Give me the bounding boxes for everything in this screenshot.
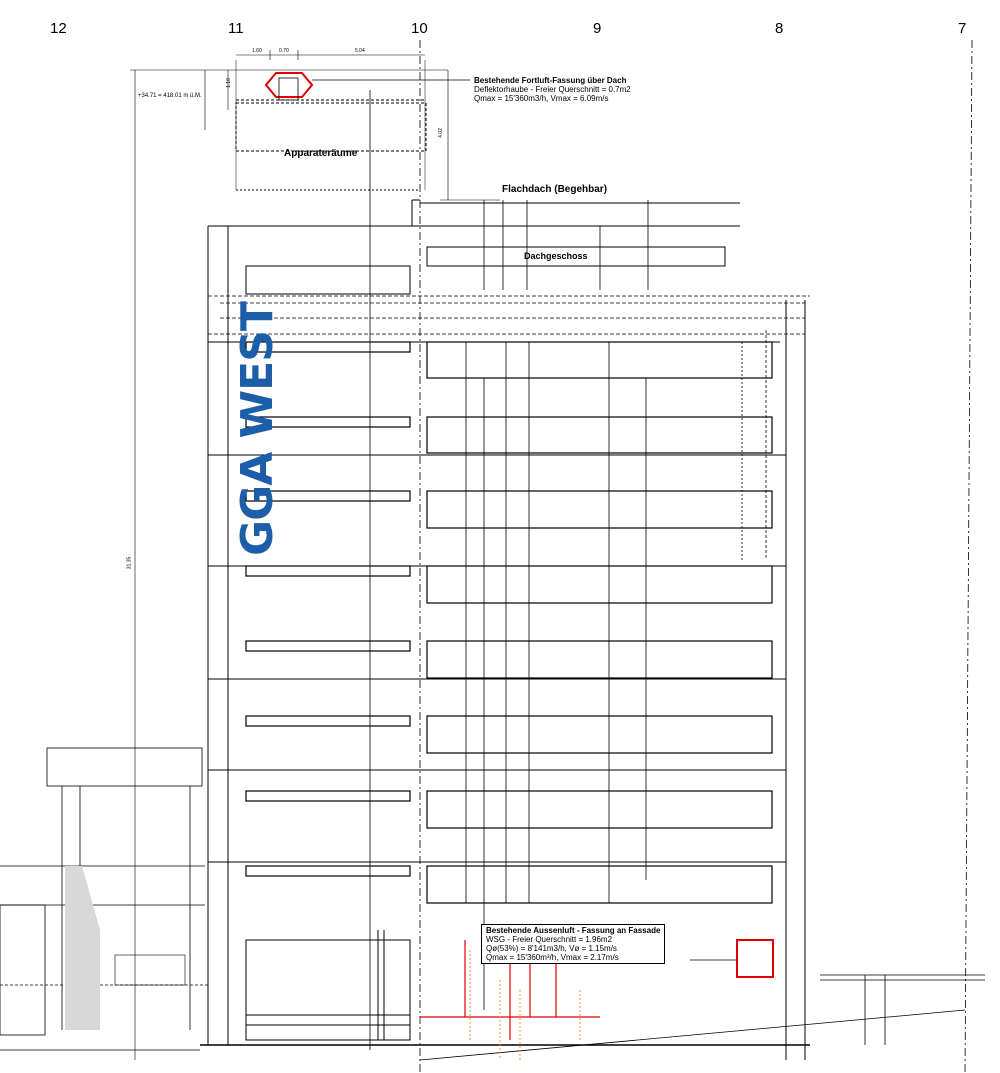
slab-band bbox=[208, 296, 810, 334]
canopy-shade bbox=[65, 866, 100, 1030]
dim-2: 0.70 bbox=[279, 48, 289, 54]
grid-axis-7: 7 bbox=[958, 20, 967, 37]
grid-axis-10: 10 bbox=[411, 20, 428, 37]
neighbour-building bbox=[820, 975, 985, 1045]
apparate-roof bbox=[236, 60, 426, 190]
exhaust-hood-marker bbox=[266, 73, 312, 97]
level-note: +34.71 = 418.01 m ü.M. bbox=[138, 93, 202, 99]
dim-side: 1.18 bbox=[225, 78, 232, 88]
intake-note-line3: Qmax = 15'360m³/h, Vmax = 2.17m/s bbox=[486, 953, 619, 962]
grid-axis-12: 12 bbox=[50, 20, 67, 37]
dimension-top bbox=[130, 50, 500, 1060]
dim-3: 5.04 bbox=[355, 48, 365, 54]
exhaust-note-line2: Qmax = 15'360m3/h, Vmax = 6.09m/s bbox=[474, 94, 609, 103]
grid-axis-8: 8 bbox=[775, 20, 784, 37]
room-flachdach: Flachdach (Begehbar) bbox=[502, 184, 608, 195]
intake-note-line1: WSG - Freier Querschnitt = 1.96m2 bbox=[486, 935, 613, 944]
canopy bbox=[0, 748, 210, 1035]
window-bands bbox=[427, 342, 772, 903]
intake-note-line2: Qø(53%) = 8'141m3/h, Vø = 1.15m/s bbox=[486, 944, 617, 953]
intake-note-title: Bestehende Aussenluft - Fassung an Fassade bbox=[486, 926, 661, 935]
exhaust-note-title: Bestehende Fortluft-Fassung über Dach bbox=[474, 76, 627, 85]
exhaust-note bbox=[474, 76, 631, 103]
logo-gga-west: GGA WEST bbox=[232, 302, 283, 556]
grid-axis-11: 11 bbox=[228, 20, 244, 37]
intake-marker bbox=[737, 940, 773, 977]
room-dachgeschoss: Dachgeschoss bbox=[524, 251, 588, 261]
room-apparate: Apparateräume bbox=[284, 148, 358, 159]
grid-axis-9: 9 bbox=[593, 20, 602, 37]
intake-note bbox=[481, 924, 665, 964]
dim-1: 1.60 bbox=[252, 48, 262, 54]
dim-vertical-right: 4.02 bbox=[437, 128, 444, 138]
dim-vertical-total: 31.35 bbox=[126, 556, 133, 570]
exhaust-note-line1: Deflektorhaube - Freier Querschnitt = 0.7m2 bbox=[474, 85, 631, 94]
